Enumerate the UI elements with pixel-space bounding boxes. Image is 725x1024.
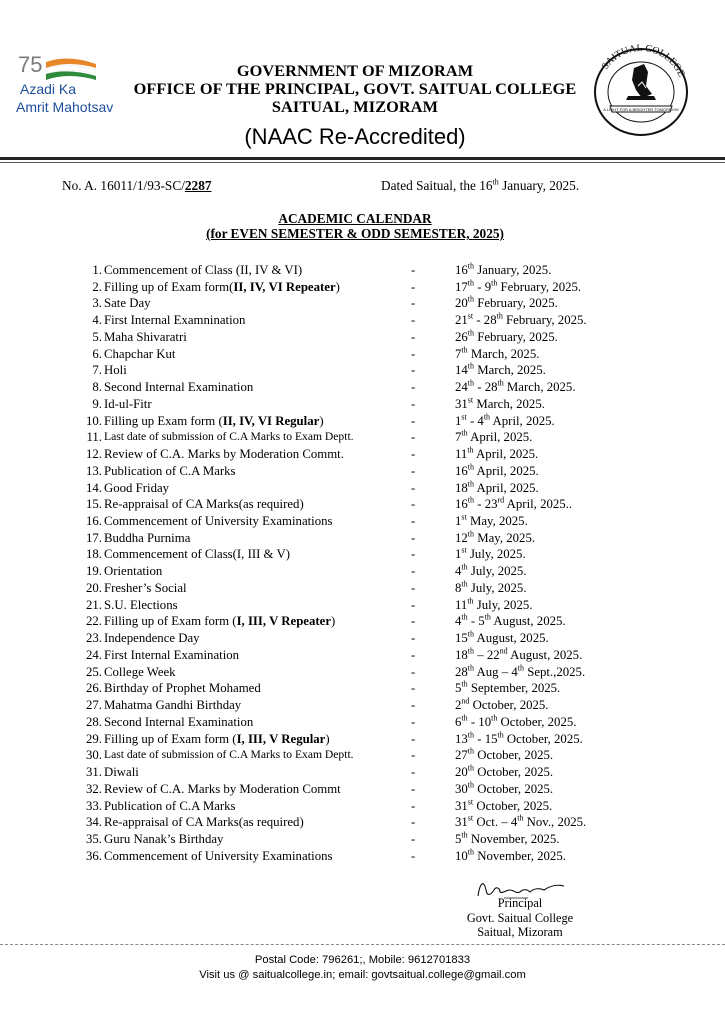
event-name: Fresher’s Social <box>104 580 187 595</box>
header-line-1: GOVERNMENT OF MIZORAM <box>236 61 474 80</box>
separator-dash: - <box>411 413 416 428</box>
item-number: 26. <box>86 681 102 696</box>
separator-dash: - <box>411 798 416 813</box>
signatory-title: Principal <box>497 896 543 910</box>
event-name: Chapchar Kut <box>104 346 176 361</box>
event-date: 15th August, 2025. <box>455 629 549 646</box>
event-date: 27th October, 2025. <box>455 747 554 763</box>
calendar-item <box>82 731 642 748</box>
calendar-item <box>82 379 642 396</box>
calendar-item <box>82 563 642 580</box>
event-date: 8th July, 2025. <box>455 579 527 595</box>
event-name: Review of C.A. Marks by Moderation Commt <box>104 781 341 796</box>
item-number: 21. <box>86 597 102 612</box>
event-date: 20th October, 2025. <box>455 763 554 780</box>
event-date: 11th April, 2025. <box>455 445 539 462</box>
event-date: 2nd October, 2025. <box>455 696 549 713</box>
item-number: 14. <box>86 480 102 495</box>
event-date: 24th - 28th March, 2025. <box>455 378 576 395</box>
event-date: 30th October, 2025. <box>455 780 554 796</box>
calendar-item <box>82 814 642 831</box>
calendar-item <box>82 580 642 597</box>
separator-dash: - <box>411 497 416 512</box>
event-date: 14th March, 2025. <box>455 362 546 378</box>
separator-dash: - <box>411 714 416 729</box>
separator-dash: - <box>411 329 416 344</box>
separator-dash: - <box>411 564 416 579</box>
separator-dash: - <box>411 781 416 796</box>
saitual-college-seal <box>586 42 696 138</box>
separator-dash: - <box>411 748 416 763</box>
item-number: 34. <box>86 815 102 830</box>
event-date: 18th – 22nd August, 2025. <box>455 646 583 662</box>
header-line-2: OFFICE OF THE PRINCIPAL, GOVT. SAITUAL COLLEGE <box>133 79 577 98</box>
calendar-title <box>160 211 550 241</box>
separator-dash: - <box>411 765 416 780</box>
event-date: 7th March, 2025. <box>455 345 540 361</box>
svg-text:Amrit Mahotsav: Amrit Mahotsav <box>16 99 114 115</box>
calendar-item <box>82 496 642 513</box>
calendar-item <box>82 429 642 446</box>
calendar-item <box>82 312 642 329</box>
separator-dash: - <box>411 447 416 462</box>
separator-dash: - <box>411 463 416 478</box>
event-name: Good Friday <box>104 480 170 495</box>
item-number: 6. <box>92 346 102 361</box>
item-number: 1. <box>92 263 102 277</box>
separator-dash: - <box>411 430 416 445</box>
event-name: First Internal Examnination <box>104 313 246 328</box>
calendar-item <box>82 714 642 731</box>
item-number: 20. <box>86 580 102 595</box>
calendar-item <box>82 680 642 697</box>
calendar-item <box>82 831 642 848</box>
item-number: 19. <box>86 564 102 579</box>
calendar-item <box>82 781 642 798</box>
separator-dash: - <box>411 580 416 595</box>
separator-dash: - <box>411 664 416 679</box>
item-number: 33. <box>86 798 102 813</box>
event-date: 31st October, 2025. <box>455 797 553 813</box>
event-date: 1st July, 2025. <box>455 546 526 562</box>
page-footer <box>0 953 725 983</box>
item-number: 29. <box>86 731 102 746</box>
event-name: Guru Nanak’s Birthday <box>104 831 224 846</box>
item-number: 2. <box>92 279 102 294</box>
item-number: 36. <box>86 848 102 863</box>
separator-dash: - <box>411 279 416 294</box>
item-number: 16. <box>86 514 102 529</box>
event-date: 10th November, 2025. <box>455 847 566 863</box>
event-date: 16th January, 2025. <box>455 261 552 277</box>
calendar-item <box>82 513 642 530</box>
calendar-item <box>82 279 642 296</box>
event-date: 20th February, 2025. <box>455 295 558 311</box>
separator-dash: - <box>411 514 416 529</box>
event-date: 1st May, 2025. <box>455 512 528 529</box>
footer-contact: Postal Code: 796261;, Mobile: 9612701833 <box>254 954 471 966</box>
item-number: 31. <box>86 765 102 780</box>
event-date: 18th April, 2025. <box>455 479 539 495</box>
calendar-title-line-1: ACADEMIC CALENDAR <box>278 211 432 226</box>
calendar-item <box>82 463 642 480</box>
event-name: Buddha Purnima <box>104 530 191 545</box>
calendar-item <box>82 546 642 563</box>
separator-dash: - <box>411 698 416 713</box>
item-number: 10. <box>86 413 102 428</box>
svg-text:75: 75 <box>18 52 43 77</box>
event-name: Review of C.A. Marks by Moderation Commt. <box>104 447 344 462</box>
calendar-item <box>82 630 642 647</box>
separator-dash: - <box>411 597 416 612</box>
event-date: 7th April, 2025. <box>455 429 533 445</box>
calendar-item <box>82 613 642 630</box>
item-number: 8. <box>92 380 102 395</box>
event-date: 6th - 10th October, 2025. <box>455 713 577 729</box>
signatory-place: Saitual, Mizoram <box>477 925 563 939</box>
reference-number <box>62 178 211 194</box>
separator-dash: - <box>411 380 416 395</box>
item-number: 18. <box>86 547 102 562</box>
svg-text:Azadi Ka: Azadi Ka <box>20 81 77 97</box>
event-name: Last date of submission of C.A Marks to Exam Deptt. <box>104 430 354 444</box>
separator-dash: - <box>411 848 416 863</box>
calendar-item <box>82 530 642 547</box>
event-date: 13th - 15th October, 2025. <box>455 730 583 746</box>
calendar-item <box>82 446 642 463</box>
item-number: 22. <box>86 614 102 629</box>
event-date: 12th May, 2025. <box>455 529 536 545</box>
item-number: 11. <box>86 430 102 445</box>
event-name: Filling up of Exam form (I, III, V Repeater) <box>104 614 336 629</box>
separator-dash: - <box>411 480 416 495</box>
event-date: 21st - 28th February, 2025. <box>455 311 587 328</box>
item-number: 4. <box>92 313 102 328</box>
separator-dash: - <box>411 396 416 411</box>
separator-dash: - <box>411 731 416 746</box>
event-name: Birthday of Prophet Mohamed <box>104 681 261 696</box>
naac-status: (NAAC Re-Accredited) <box>244 124 466 149</box>
event-date: 31st Oct. – 4th Nov., 2025. <box>455 813 587 830</box>
event-name: Id-ul-Fitr <box>104 396 152 411</box>
item-number: 32. <box>86 781 102 796</box>
calendar-item <box>82 647 642 664</box>
event-name: Last date of submission of C.A Marks to Exam Deptt. <box>104 748 354 762</box>
footer-web-email: Visit us @ saitualcollege.in; email: govtsaitual.college@gmail.com <box>199 969 526 981</box>
event-name: Filling up Exam form (II, IV, VI Regular) <box>104 413 324 428</box>
calendar-item <box>82 413 642 430</box>
event-date: 16th - 23rd April, 2025.. <box>455 496 573 512</box>
event-name: Diwali <box>104 765 139 780</box>
calendar-item <box>82 697 642 714</box>
calendar-item <box>82 329 642 346</box>
calendar-item <box>82 362 642 379</box>
reference-prefix: No. A. 16011/1/93-SC/ <box>62 178 185 193</box>
item-number: 30. <box>86 748 102 763</box>
event-name: Maha Shivaratri <box>104 329 187 344</box>
event-name: College Week <box>104 664 176 679</box>
event-name: Filling up of Exam form(II, IV, VI Repeater) <box>104 279 340 294</box>
footer-divider <box>0 944 725 946</box>
calendar-item <box>82 480 642 497</box>
issue-date: Dated Saitual, the 16th January, 2025. <box>381 177 580 193</box>
calendar-item <box>82 747 642 764</box>
item-number: 23. <box>86 631 102 646</box>
signatory-org: Govt. Saitual College <box>466 910 574 925</box>
office-header <box>120 62 590 116</box>
event-date: 28th Aug – 4th Sept.,2025. <box>455 663 586 679</box>
calendar-title-line-2: (for EVEN SEMESTER & ODD SEMESTER, 2025) <box>206 226 504 241</box>
item-number: 13. <box>86 463 102 478</box>
separator-dash: - <box>411 547 416 562</box>
event-name: Publication of C.A Marks <box>104 798 236 813</box>
event-name: Commencement of University Examinations <box>104 514 333 529</box>
event-date: 4th July, 2025. <box>455 562 527 579</box>
event-date: 31st March, 2025. <box>455 395 545 411</box>
event-name: Re-appraisal of CA Marks(as required) <box>104 497 304 512</box>
separator-dash: - <box>411 647 416 662</box>
event-date: 11th July, 2025. <box>455 596 533 612</box>
separator-dash: - <box>411 530 416 545</box>
reference-id: 2287 <box>184 178 212 193</box>
separator-dash: - <box>411 296 416 311</box>
azadi-ka-amrit-mahotsav-logo <box>16 50 128 118</box>
event-date: 4th - 5th August, 2025. <box>455 613 566 629</box>
item-number: 17. <box>86 530 102 545</box>
calendar-item <box>82 798 642 815</box>
calendar-item <box>82 295 642 312</box>
item-number: 28. <box>86 714 102 729</box>
item-number: 24. <box>86 647 102 662</box>
calendar-item <box>82 262 642 279</box>
event-name: Publication of C.A Marks <box>104 463 236 478</box>
separator-dash: - <box>411 346 416 361</box>
event-name: Second Internal Examination <box>104 380 254 395</box>
item-number: 27. <box>86 698 102 713</box>
calendar-event-list <box>82 262 642 864</box>
event-name: Second Internal Examination <box>104 714 254 729</box>
item-number: 3. <box>92 296 102 311</box>
separator-dash: - <box>411 363 416 378</box>
event-name: Commencement of University Examinations <box>104 848 333 863</box>
event-date: 1st - 4th April, 2025. <box>455 412 555 428</box>
signatory-block <box>450 896 590 940</box>
event-name: Sate Day <box>104 296 151 311</box>
header-divider <box>0 157 725 160</box>
event-name: Independence Day <box>104 631 200 646</box>
svg-text:SAITUAL COLLEGE: SAITUAL COLLEGE <box>599 42 687 79</box>
header-divider-thin <box>0 162 725 163</box>
item-number: 9. <box>92 396 102 411</box>
item-number: 15. <box>86 497 102 512</box>
item-number: 7. <box>92 363 102 378</box>
event-name: First Internal Examination <box>104 647 240 662</box>
event-name: Orientation <box>104 564 163 579</box>
calendar-item <box>82 764 642 781</box>
event-name: Holi <box>104 363 127 378</box>
event-name: Re-appraisal of CA Marks(as required) <box>104 815 304 830</box>
separator-dash: - <box>411 313 416 328</box>
header-line-3: SAITUAL, MIZORAM <box>271 97 439 116</box>
calendar-item <box>82 346 642 363</box>
item-number: 12. <box>86 447 102 462</box>
separator-dash: - <box>411 681 416 696</box>
item-number: 5. <box>92 329 102 344</box>
calendar-item <box>82 664 642 681</box>
calendar-item <box>82 597 642 614</box>
event-name: Commencement of Class(I, III & V) <box>104 547 290 562</box>
item-number: 35. <box>86 831 102 846</box>
separator-dash: - <box>411 815 416 830</box>
separator-dash: - <box>411 614 416 629</box>
calendar-item <box>82 848 642 865</box>
event-name: S.U. Elections <box>104 597 178 612</box>
event-date: 16th April, 2025. <box>455 462 539 478</box>
svg-text:A LIGHT FOR A BRIGHTER TOMORRO: A LIGHT FOR A BRIGHTER TOMORROW <box>603 107 679 112</box>
separator-dash: - <box>411 631 416 646</box>
separator-dash: - <box>411 831 416 846</box>
event-name: Mahatma Gandhi Birthday <box>104 698 242 713</box>
event-date: 5th September, 2025. <box>455 680 561 696</box>
event-name: Commencement of Class (II, IV & VI) <box>104 263 303 277</box>
event-date: 5th November, 2025. <box>455 830 560 846</box>
calendar-item <box>82 396 642 413</box>
separator-dash: - <box>411 263 416 277</box>
item-number: 25. <box>86 664 102 679</box>
event-date: 17th - 9th February, 2025. <box>455 278 582 294</box>
event-date: 26th February, 2025. <box>455 328 558 344</box>
event-name: Filling up of Exam form (I, III, V Regular) <box>104 731 330 746</box>
